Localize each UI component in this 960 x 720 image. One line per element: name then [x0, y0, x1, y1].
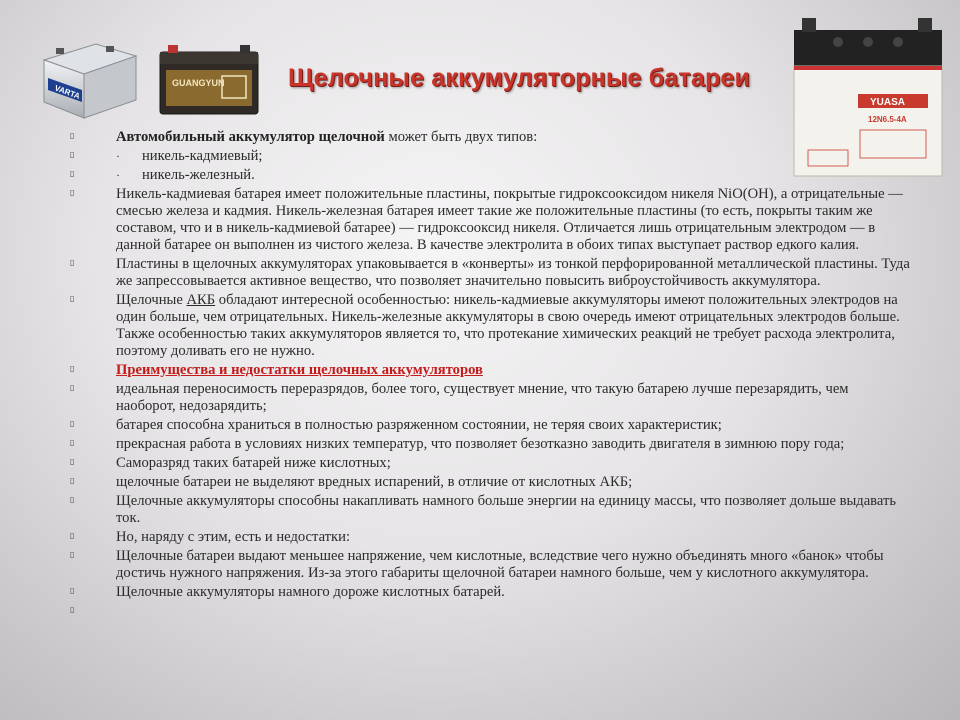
sub-bullet-icon: · — [116, 149, 120, 163]
bullet-icon: ▯ — [70, 438, 75, 447]
list-item — [70, 256, 910, 290]
bullet-icon: ▯ — [70, 294, 75, 303]
sub-bullet-icon: · — [116, 168, 120, 182]
list-item — [70, 548, 910, 582]
list-item — [70, 148, 910, 165]
bullet-icon: ▯ — [70, 364, 75, 373]
list-item — [70, 167, 910, 184]
item-text: батарея способна храниться в полностью разряженном состоянии, не теряя своих характеристик; — [116, 417, 722, 433]
item-text: идеальная переносимость переразрядов, более того, существует мнение, что такую батарею лучше перезарядить, чем наоборот, недозарядить; — [116, 381, 849, 414]
bullet-icon: ▯ — [70, 531, 75, 540]
slide-title: Щелочные аккумуляторные батареи — [288, 64, 751, 92]
bullet-icon: ▯ — [70, 476, 75, 485]
list-item — [70, 292, 910, 360]
list-item — [70, 493, 910, 527]
item-text: может быть двух типов: — [384, 129, 538, 145]
list-item — [70, 529, 910, 546]
bullet-icon: ▯ — [70, 131, 75, 140]
bullet-icon: ▯ — [70, 383, 75, 392]
list-item-empty — [70, 603, 910, 620]
list-item — [70, 474, 910, 491]
akb-link[interactable]: АКБ — [186, 292, 216, 308]
list-item — [70, 584, 910, 601]
item-text: Саморазряд таких батарей ниже кислотных; — [116, 455, 391, 471]
list-item — [70, 362, 910, 379]
item-text: Никель-кадмиевая батарея имеет положительные пластины, покрытые гидроксооксидом никеля NiO(OH), а отрицательные — смесью железа и кадмия. Никель-железная батарея имеет такие же положительные пластины (то есть, покрыты таким же составом, что и в никель-кадмиевой батарее) — гидроксооксид никеля. Отличается лишь отрицательным электродом — в данной батарее он выполнен из чистого железа. В качестве электролита в обоих типах выступает раствор едкого калия. — [116, 186, 903, 253]
yuasa-model: 12N6.5-4A — [868, 115, 907, 124]
bullet-icon: ▯ — [70, 457, 75, 466]
yuasa-label: YUASA — [870, 97, 906, 108]
slide-body — [70, 129, 910, 622]
item-text: никель-железный. — [142, 167, 255, 183]
item-text: Щелочные аккумуляторы намного дороже кислотных батарей. — [116, 584, 505, 600]
item-text: щелочные батареи не выделяют вредных испарений, в отличие от кислотных АКБ; — [116, 474, 633, 490]
list-item — [70, 417, 910, 434]
item-text: Но, наряду с этим, есть и недостатки: — [116, 529, 351, 545]
list-item — [70, 186, 910, 254]
item-text: Щелочные батареи выдают меньшее напряжение, чем кислотные, вследствие чего нужно объединять много «банок» чтобы достичь нужного напряжения. Из-за этого габариты щелочной батареи намного больше, чем у кислотного аккумулятора. — [116, 548, 884, 581]
item-text: Щелочные аккумуляторы способны накапливать намного больше энергии на единицу массы, что позволяет дольше выдавать ток. — [116, 493, 897, 526]
item-text: Пластины в щелочных аккумуляторах упаковывается в «конверты» из тонкой перфорированной металлической пластины. Туда же запрессовывается активное вещество, что позволяет значительно повысить виброустойчивость аккумулятора. — [116, 256, 910, 289]
item-text: прекрасная работа в условиях низких температур, что позволяет безотказно заводить двигателя в зимнюю пору года; — [116, 436, 845, 452]
list-item — [70, 381, 910, 415]
item-text: обладают интересной особенностью: никель-кадмиевые аккумуляторы имеют положительных электродов на один больше, чем отрицательных. Никель-железные аккумуляторы в свою очередь имеют отрицательных электродов больше. Также особенностью таких аккумуляторов является то, что протекание химических реакций не требует расхода электролита, поэтому доливать его не нужно. — [116, 292, 900, 359]
varta-label: VARTA — [53, 83, 82, 101]
item-text: Щелочные — [116, 292, 187, 308]
bullet-icon: ▯ — [70, 169, 75, 178]
guangyun-label: GUANGYUN — [172, 78, 225, 88]
list-item — [70, 129, 910, 146]
item-lead-text: Автомобильный аккумулятор щелочной — [116, 129, 385, 145]
bullet-icon: ▯ — [70, 150, 75, 159]
bullet-icon: ▯ — [70, 419, 75, 428]
bullet-icon: ▯ — [70, 605, 75, 614]
item-text: никель-кадмиевый; — [142, 148, 263, 164]
bullet-icon: ▯ — [70, 495, 75, 504]
section-heading: Преимущества и недостатки щелочных аккумуляторов — [116, 362, 483, 378]
list-item — [70, 436, 910, 453]
bullet-icon: ▯ — [70, 550, 75, 559]
list-item — [70, 455, 910, 472]
guangyun-battery-image — [156, 42, 262, 118]
bullet-icon: ▯ — [70, 586, 75, 595]
bullet-icon: ▯ — [70, 258, 75, 267]
varta-battery-image — [36, 38, 140, 124]
bullet-icon: ▯ — [70, 188, 75, 197]
